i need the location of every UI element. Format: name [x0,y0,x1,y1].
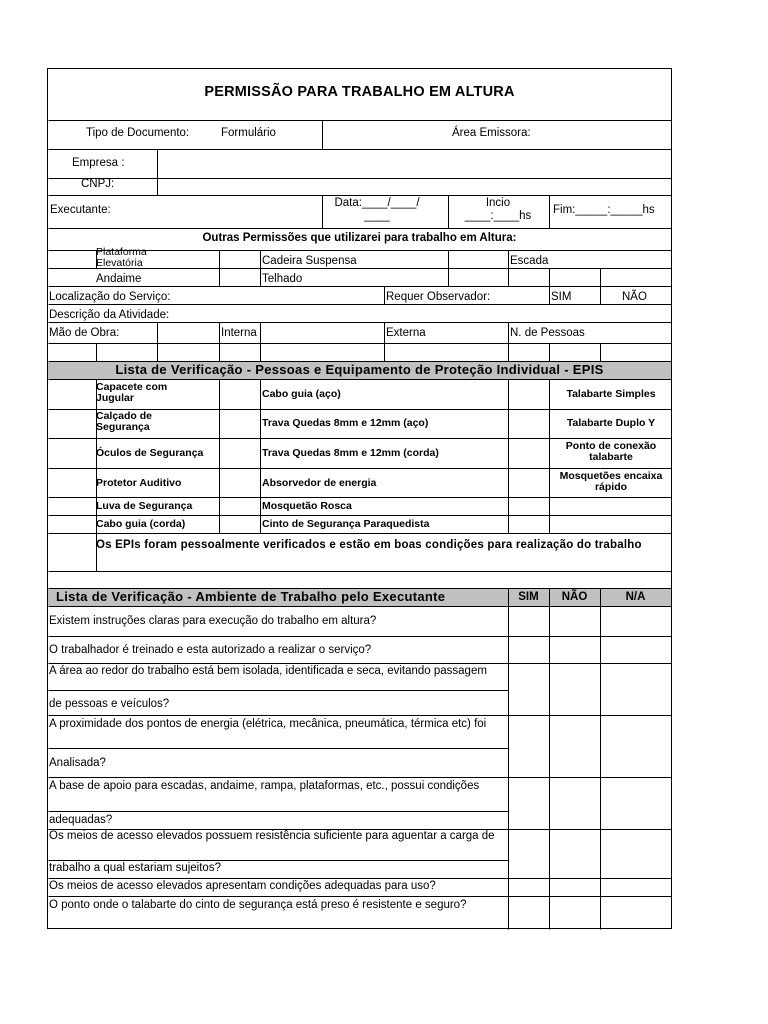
ambiente-heading: Lista de Verificação - Ambiente de Trabalho pelo Executante [56,589,446,604]
empresa-label: Empresa : [72,157,125,169]
epi-cinto-paraquedista: Cinto de Segurança Paraquedista [262,518,430,530]
epi-trava-quedas-aco: Trava Quedas 8mm e 12mm (aço) [262,417,429,429]
data-field[interactable]: Data:____/____/ ____ [334,197,420,222]
epi-capacete: Capacete com Jugular [96,381,168,404]
outras-permissoes-heading: Outras Permissões que utilizarei para trabalho em Altura: [202,232,517,244]
localizacao-servico-label: Localização do Serviço: [49,291,171,303]
descricao-atividade-label: Descrição da Atividade: [49,309,170,321]
question-meios-acesso-resistencia-cont: trabalho a qual estariam sujeitos? [49,862,221,874]
form-title: PERMISSÃO PARA TRABALHO EM ALTURA [204,84,515,100]
epi-cabo-guia-aco: Cabo guia (aço) [262,388,341,400]
epi-mosquetoes-encaixa: Mosquetões encaixa rápido [559,470,663,493]
cnpj-label: CNPJ: [81,178,115,190]
observador-nao-option[interactable]: NÃO [622,291,647,303]
question-ponto-talabarte: O ponto onde o talabarte do cinto de segurança está preso é resistente e seguro? [49,899,467,911]
mao-de-obra-label: Mão de Obra: [49,327,120,339]
telhado-label: Telhado [262,273,303,285]
question-meios-acesso-condicoes: Os meios de acesso elevados apresentam condições adequadas para uso? [49,880,436,892]
col-na-header: N/A [625,591,646,603]
fim-field[interactable]: Fim:_____:_____hs [553,204,655,216]
question-pontos-energia: A proximidade dos pontos de energia (elétrica, mecânica, pneumática, térmica etc) foi [49,718,487,730]
epi-trava-quedas-corda: Trava Quedas 8mm e 12mm (corda) [262,447,439,459]
question-treinado: O trabalhador é treinado e esta autorizado a realizar o serviço? [49,644,372,656]
epi-calcado: Calçado de Segurança [96,410,153,433]
epi-protetor-auditivo: Protetor Auditivo [96,477,182,489]
area-emissora-label: Área Emissora: [452,127,531,139]
question-base-apoio-cont: adequadas? [49,814,113,826]
observador-sim-option[interactable]: SIM [551,291,572,303]
plataforma-elevatoria-label: Plataforma Elevatória [96,246,147,269]
tipo-documento-value: Formulário [221,127,276,139]
epis-statement: Os EPIs foram pessoalmente verificados e estão em boas condições para realização do trabalho [96,539,642,551]
question-area-isolada-cont: de pessoas e veículos? [49,698,170,710]
epi-mosquetao-rosca: Mosquetão Rosca [262,500,352,512]
question-instrucoes: Existem instruções claras para execução do trabalho em altura? [49,615,377,627]
question-area-isolada: A área ao redor do trabalho está bem isolada, identificada e seca, evitando passagem [49,665,487,677]
question-pontos-energia-cont: Analisada? [49,757,106,769]
interna-option[interactable]: Interna [221,327,257,339]
work-permit-form [47,68,672,929]
escada-label: Escada [510,255,549,267]
epi-talabarte-simples: Talabarte Simples [566,388,656,400]
epi-absorvedor: Absorvedor de energia [262,477,377,489]
epis-heading: Lista de Verificação - Pessoas e Equipamento de Proteção Individual - EPIS [115,362,604,377]
question-meios-acesso-resistencia: Os meios de acesso elevados possuem resistência suficiente para aguentar a carga de [49,830,495,842]
question-base-apoio: A base de apoio para escadas, andaime, rampa, plataformas, etc., possui condições [49,780,480,792]
executante-label: Executante: [50,204,111,216]
col-nao-header: NÃO [561,591,588,603]
cadeira-suspensa-label: Cadeira Suspensa [262,255,357,267]
n-pessoas-label: N. de Pessoas [510,327,585,339]
andaime-label: Andaime [96,273,142,285]
epi-oculos: Óculos de Segurança [96,447,204,459]
inicio-field[interactable]: Incio ____:____hs [464,197,532,222]
epi-luva: Luva de Segurança [96,500,193,512]
col-sim-header: SIM [518,591,539,603]
epi-cabo-guia-corda: Cabo guia (corda) [96,518,186,530]
externa-option[interactable]: Externa [386,327,426,339]
requer-observador-label: Requer Observador: [386,291,491,303]
tipo-documento-label: Tipo de Documento: [86,127,190,139]
epi-talabarte-duplo: Talabarte Duplo Y [566,417,656,429]
epi-ponto-conexao: Ponto de conexão talabarte [565,440,657,463]
